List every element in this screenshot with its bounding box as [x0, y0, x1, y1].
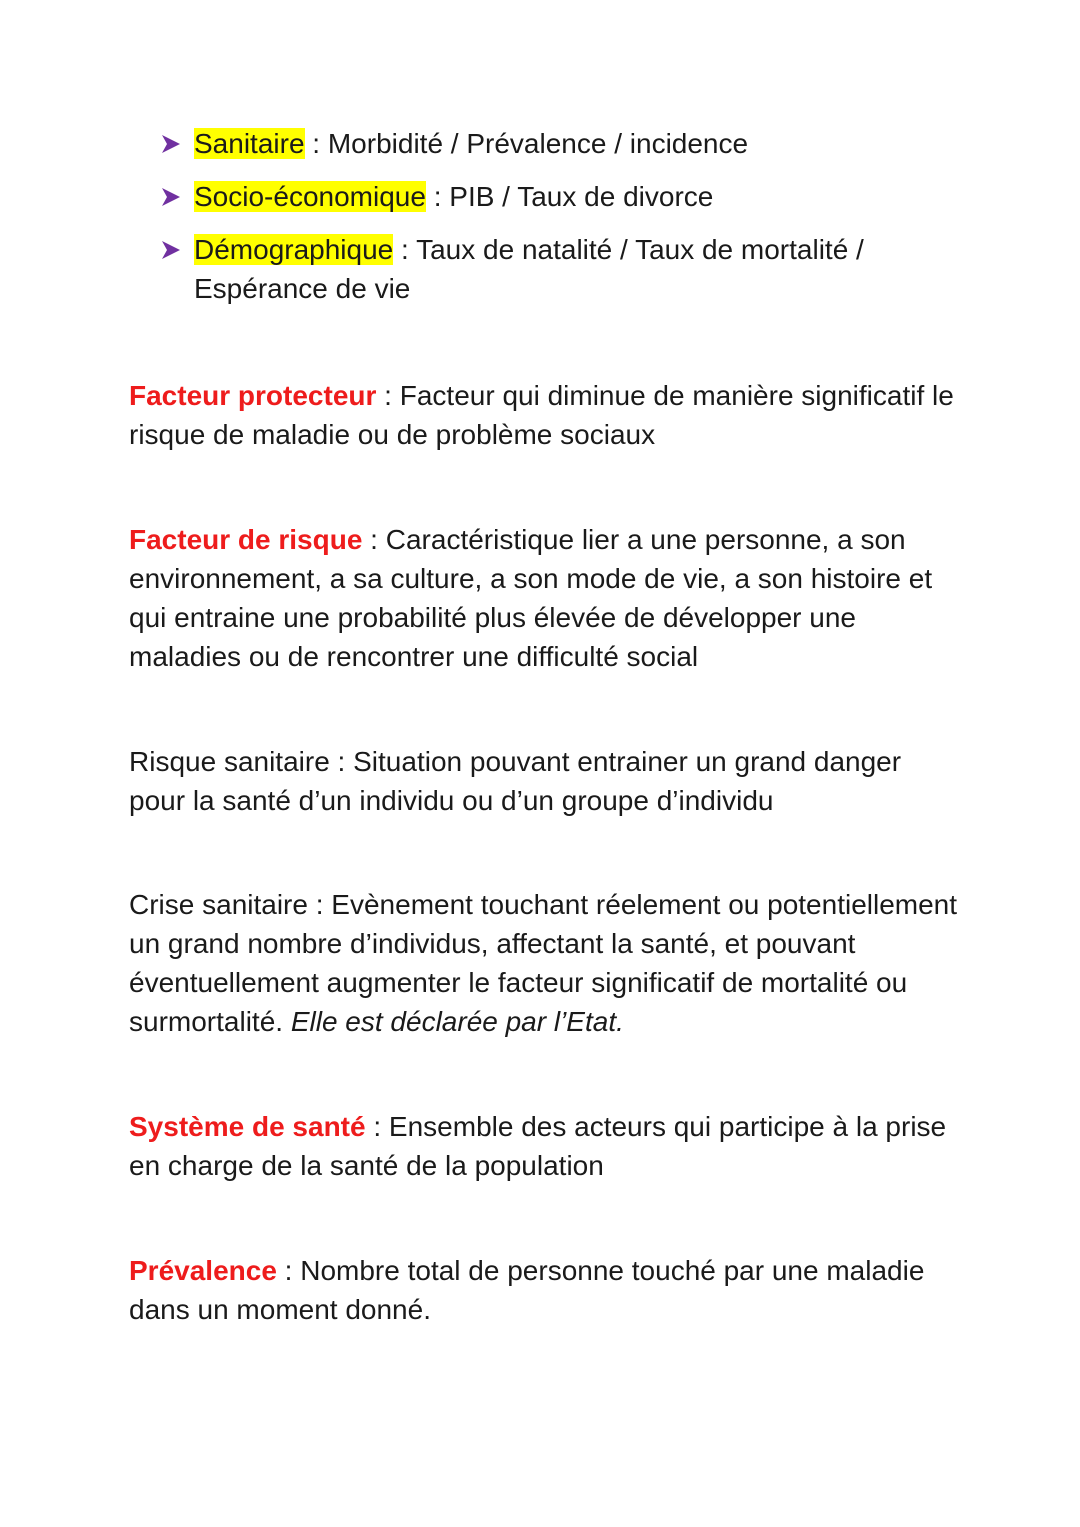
separator: :: [329, 746, 354, 777]
definition-text: Evènement touchant réelement ou potentiellement un grand nombre d’individus, affectant la santé, et pouvant éventuellement augmenter le facteur significatif de mortalité ou surmortalité.: [129, 889, 958, 1037]
definition-text: Caractéristique lier a une personne, a son environnement, a sa culture, a son mode de vie, a son histoire et qui entraine une probabilité plus élevée de développer une maladies ou de rencontrer une difficulté social: [129, 524, 933, 672]
item-text: PIB / Taux de divorce: [449, 181, 714, 212]
list-item-socio-economique: [160, 177, 980, 216]
indicator-list: [160, 124, 980, 322]
definition-term: Risque sanitaire: [129, 746, 330, 777]
definition-prevalence: [129, 1251, 959, 1329]
definition-text: Ensemble des acteurs qui participe à la prise en charge de la santé de la population: [129, 1111, 947, 1181]
definition-crise-sanitaire: [129, 885, 959, 1041]
separator: :: [365, 1111, 389, 1142]
arrow-bullet-icon: [160, 186, 182, 208]
separator: :: [376, 380, 400, 411]
definition-systeme-de-sante: [129, 1107, 959, 1185]
item-text: Morbidité / Prévalence / incidence: [327, 128, 749, 159]
definition-term: Prévalence: [129, 1255, 277, 1286]
separator: :: [304, 128, 328, 159]
definition-facteur-de-risque: [129, 520, 959, 676]
separator: :: [276, 1255, 301, 1286]
separator: :: [307, 889, 332, 920]
separator: :: [362, 524, 386, 555]
definition-note: Elle est déclarée par l’Etat.: [290, 1006, 624, 1037]
term-highlight: Sanitaire: [194, 128, 305, 159]
definition-text: Situation pouvant entrainer un grand danger pour la santé d’un individu ou d’un groupe d’individu: [129, 746, 902, 816]
definition-text: Facteur qui diminue de manière significatif le risque de maladie ou de problème sociaux: [129, 380, 954, 450]
arrow-bullet-icon: [160, 239, 182, 261]
arrow-bullet-icon: [160, 133, 182, 155]
definition-term: Facteur de risque: [129, 524, 363, 555]
list-item-demographique: [160, 230, 980, 308]
definition-risque-sanitaire: [129, 742, 959, 820]
separator: :: [425, 181, 450, 212]
definition-term: Système de santé: [129, 1111, 366, 1142]
term-highlight: Démographique: [194, 234, 394, 265]
definition-text: Nombre total de personne touché par une maladie dans un moment donné.: [129, 1255, 925, 1325]
item-text: Taux de natalité / Taux de mortalité / Espérance de vie: [194, 234, 864, 304]
definition-facteur-protecteur: [129, 376, 959, 454]
list-item-sanitaire: [160, 124, 980, 163]
separator: :: [393, 234, 417, 265]
term-highlight: Socio-économique: [194, 181, 426, 212]
definition-term: Facteur protecteur: [129, 380, 377, 411]
definition-term: Crise sanitaire: [129, 889, 308, 920]
